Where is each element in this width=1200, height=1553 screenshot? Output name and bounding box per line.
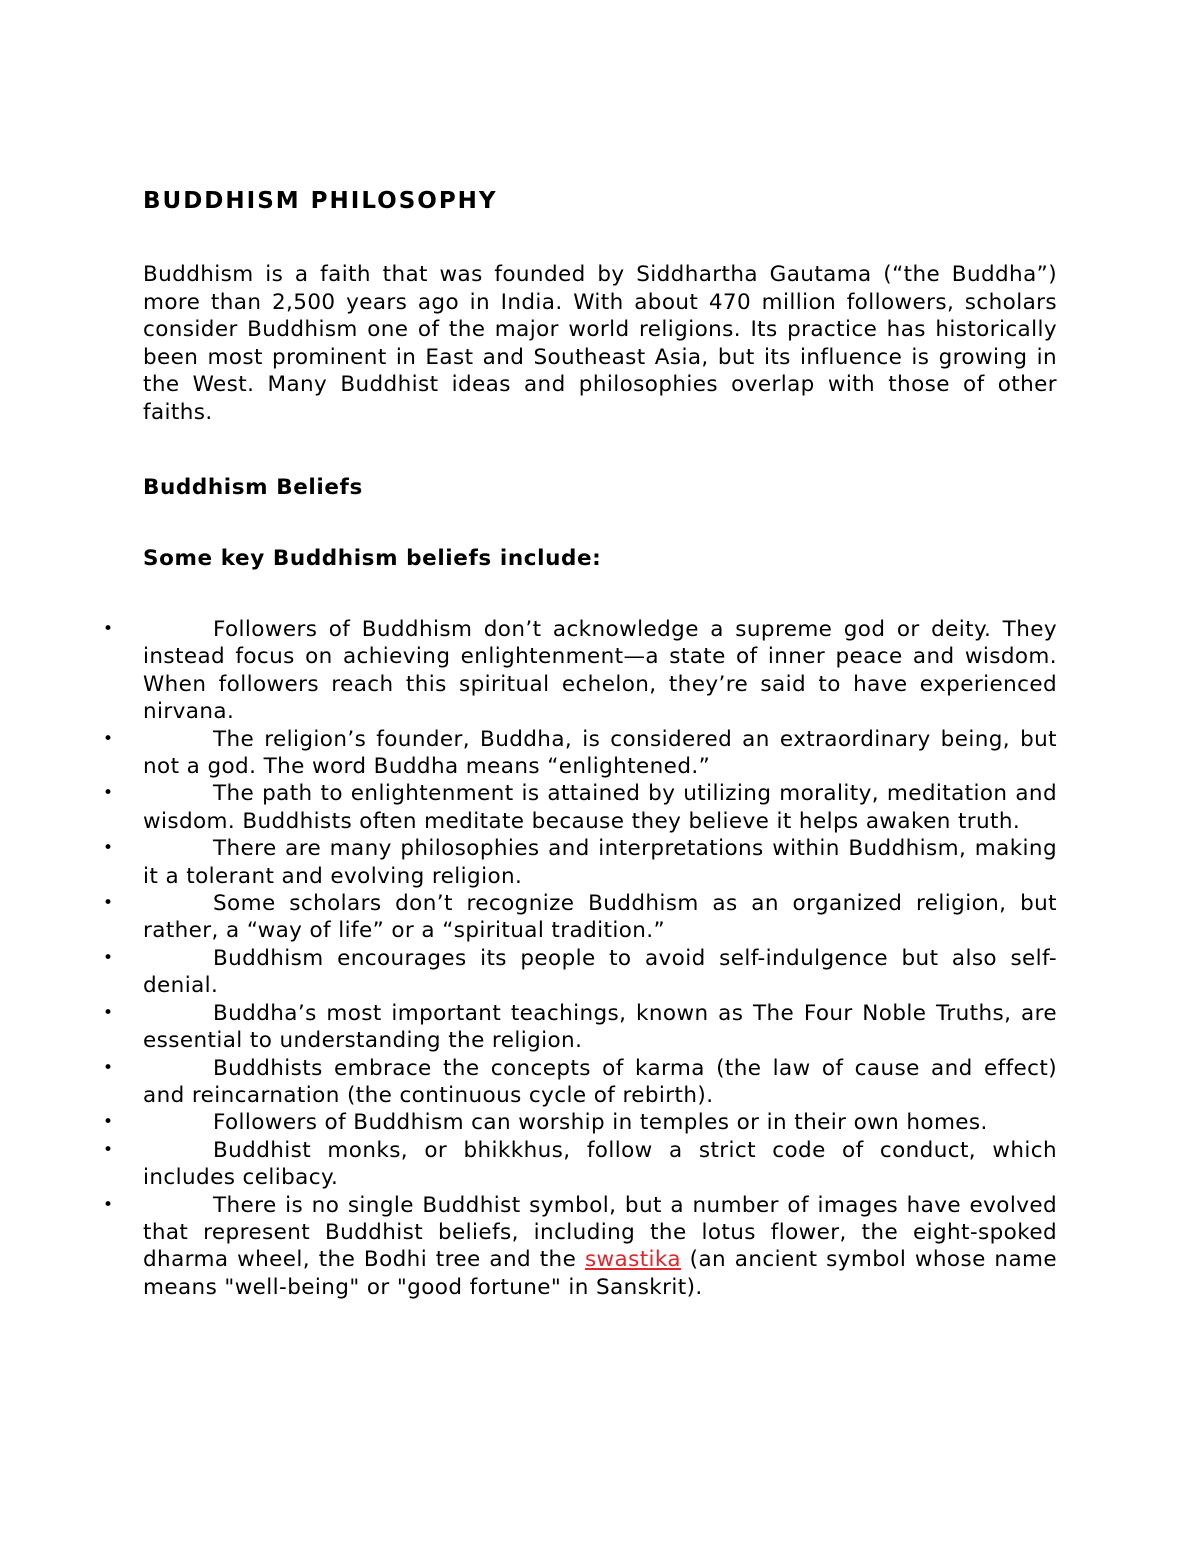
belief-text: Buddhists embrace the concepts of karma (the law of cause and effect) and reincarnation (the continuous cycle of rebirth). xyxy=(143,1055,1057,1108)
list-item xyxy=(103,1109,1057,1136)
beliefs-list xyxy=(103,616,1058,1301)
bullet-icon: • xyxy=(103,1057,114,1078)
intro-paragraph: Buddhism is a faith that was founded by Siddhartha Gautama (“the Buddha”) more than 2,500 years ago in India. With about 470 million followers, scholars consider Buddhism one of the major world religions. Its practice has historically been most prominent in East and Southeast Asia, but its influence is growing in the West. Many Buddhist ideas and philosophies overlap with those of other faiths. xyxy=(143,262,1057,425)
bullet-icon: • xyxy=(103,1002,114,1023)
belief-text: Followers of Buddhism can worship in temples or in their own homes. xyxy=(213,1110,988,1136)
list-item xyxy=(103,1000,1057,1055)
bullet-icon: • xyxy=(103,783,114,804)
belief-text: There are many philosophies and interpretations within Buddhism, making it a tolerant and evolving religion. xyxy=(143,836,1057,889)
bullet-icon: • xyxy=(103,619,114,639)
list-item xyxy=(103,945,1057,1000)
list-item xyxy=(103,1137,1057,1192)
document-title: BUDDHISM PHILOSOPHY xyxy=(143,188,498,214)
belief-text: Buddhist monks, or bhikkhus, follow a strict code of conduct, which includes celibacy. xyxy=(143,1137,1057,1191)
belief-text-before-link: There is no single Buddhist symbol, but a number of images have evolved that represent Buddhist beliefs, including the lotus flower, the eight-spoked dharma wheel, the Bodhi tree and the xyxy=(143,1192,1057,1273)
list-item xyxy=(103,1055,1057,1110)
list-item xyxy=(103,780,1057,835)
belief-text: Buddha’s most important teachings, known as The Four Noble Truths, are essential to understanding the religion. xyxy=(143,1000,1057,1054)
beliefs-subheading: Some key Buddhism beliefs include: xyxy=(143,546,602,571)
belief-text-after-link: (an ancient symbol whose name means "well-being" or "good fortune" in Sanskrit). xyxy=(143,1247,1058,1300)
belief-text: Followers of Buddhism don’t acknowledge a supreme god or deity. They instead focus on achieving enlightenment—a state of inner peace and wisdom. When followers reach this spiritual echelon, they’re said to have experienced nirvana. xyxy=(143,617,1057,725)
list-item xyxy=(103,890,1057,945)
bullet-icon: • xyxy=(103,1112,114,1133)
belief-text: Some scholars don’t recognize Buddhism as an organized religion, but rather, a “way of life” or a “spiritual tradition.” xyxy=(143,891,1057,944)
belief-text: The path to enlightenment is attained by utilizing morality, meditation and wisdom. Buddhists often meditate because they believe it helps awaken truth. xyxy=(143,781,1057,834)
bullet-icon: • xyxy=(103,893,114,914)
bullet-icon: • xyxy=(103,1194,114,1215)
list-item xyxy=(103,1192,1058,1302)
bullet-icon: • xyxy=(103,1139,114,1160)
section-heading-beliefs: Buddhism Beliefs xyxy=(143,475,363,500)
list-item xyxy=(103,616,1057,726)
bullet-icon: • xyxy=(103,728,114,749)
bullet-icon: • xyxy=(103,838,114,859)
bullet-icon: • xyxy=(103,947,114,968)
swastika-link[interactable]: swastika xyxy=(584,1247,681,1273)
list-item xyxy=(103,835,1057,890)
list-item xyxy=(103,726,1057,781)
belief-text: Buddhism encourages its people to avoid self-indulgence but also self-denial. xyxy=(143,945,1057,999)
belief-text: The religion’s founder, Buddha, is considered an extraordinary being, but not a god. The word Buddha means “enlightened.” xyxy=(143,726,1057,780)
